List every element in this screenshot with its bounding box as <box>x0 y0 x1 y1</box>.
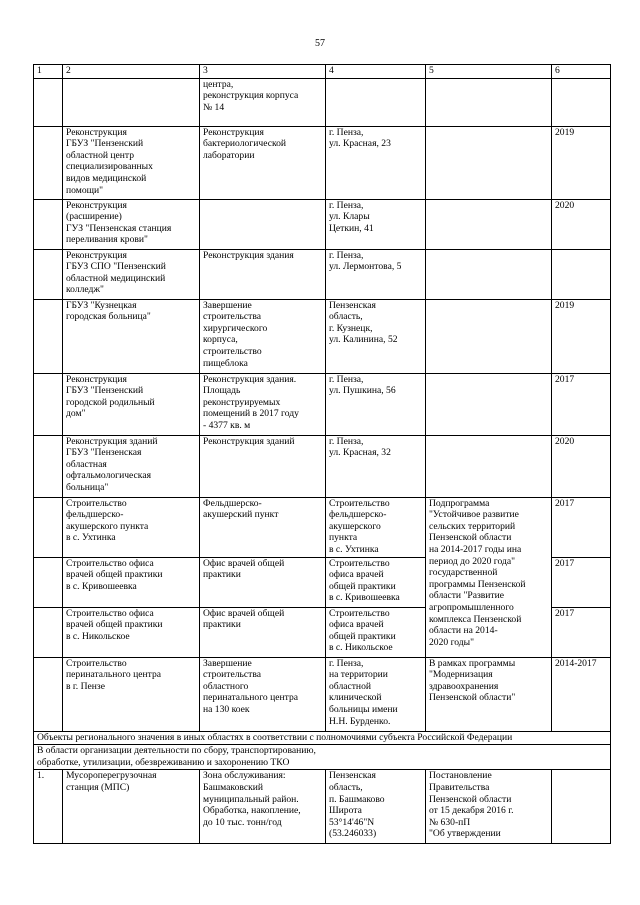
column-number: 2 <box>63 65 200 79</box>
cell-num <box>34 78 63 126</box>
table-row <box>34 249 611 299</box>
cell-num <box>34 657 63 731</box>
section-row <box>34 731 611 745</box>
cell-location: Строительство офиса врачей общей практики в с. Никольское <box>326 607 426 657</box>
cell-description: центра, реконструкция корпуса № 14 <box>200 78 326 126</box>
cell-description: Завершение строительства хирургического корпуса, строительство пищеблока <box>200 299 326 373</box>
cell-note <box>426 126 552 199</box>
section-heading: Объекты регионального значения в иных областях в соответствии с полномочиями субъекта Российской Федерации <box>34 731 611 745</box>
cell-program-note: Подпрограмма "Устойчивое развитие сельских территорий Пензенской области на 2014-2017 годы ина период до 2020 года" государственной программы Пензенской области "Развитие агропромышленного комплекса Пензенской области на 2014- 2020 годы" <box>426 497 552 657</box>
cell-object-name: ГБУЗ "Кузнецкая городская больница" <box>63 299 200 373</box>
cell-location: Строительство фельдшерско- акушерского пункта в с. Ухтинка <box>326 497 426 557</box>
cell-num <box>34 249 63 299</box>
cell-note <box>426 249 552 299</box>
cell-location: г. Пенза, ул. Красная, 23 <box>326 126 426 199</box>
cell-object-name: Реконструкция (расширение) ГУЗ "Пензенская станция переливания крови" <box>63 199 200 249</box>
column-number-row <box>34 65 611 79</box>
cell-location: г. Пенза, ул. Клары Цеткин, 41 <box>326 199 426 249</box>
cell-description <box>200 199 326 249</box>
cell-year <box>552 78 611 126</box>
cell-description: Офис врачей общей практики <box>200 607 326 657</box>
cell-year: 2020 <box>552 435 611 497</box>
cell-num <box>34 299 63 373</box>
cell-year: 2019 <box>552 126 611 199</box>
cell-description: Офис врачей общей практики <box>200 557 326 607</box>
column-number: 4 <box>326 65 426 79</box>
cell-num <box>34 373 63 435</box>
table-row <box>34 497 611 557</box>
cell-location: Пензенская область, п. Башмаково Широта 53°14'46"N (53.246033) <box>326 770 426 844</box>
cell-object-name: Реконструкция зданий ГБУЗ "Пензенская областная офтальмологическая больница" <box>63 435 200 497</box>
cell-note <box>426 373 552 435</box>
cell-location: Пензенская область, г. Кузнецк, ул. Калинина, 52 <box>326 299 426 373</box>
cell-location: г. Пенза, ул. Красная, 32 <box>326 435 426 497</box>
cell-location: г. Пенза, ул. Пушкина, 56 <box>326 373 426 435</box>
cell-location <box>326 78 426 126</box>
cell-object-name: Реконструкция ГБУЗ СПО "Пензенский областной медицинский колледж" <box>63 249 200 299</box>
cell-num <box>34 557 63 607</box>
cell-note <box>426 435 552 497</box>
cell-year: 2017 <box>552 497 611 557</box>
cell-num <box>34 607 63 657</box>
cell-note: Постановление Правительства Пензенской области от 15 декабря 2016 г. № 630-пП "Об утверждении <box>426 770 552 844</box>
objects-table <box>33 64 611 844</box>
cell-description: Реконструкция здания. Площадь реконструируемых помещений в 2017 году - 4377 кв. м <box>200 373 326 435</box>
cell-description: Реконструкция бактериологической лаборатории <box>200 126 326 199</box>
cell-object-name: Мусороперегрузочная станция (МПС) <box>63 770 200 844</box>
cell-location: г. Пенза, ул. Лермонтова, 5 <box>326 249 426 299</box>
cell-num <box>34 435 63 497</box>
table-row <box>34 126 611 199</box>
cell-note <box>426 78 552 126</box>
section-row <box>34 745 611 770</box>
cell-note: В рамках программы "Модернизация здравоохранения Пензенской области" <box>426 657 552 731</box>
cell-year: 2017 <box>552 373 611 435</box>
cell-object-name: Строительство перинатального центра в г. Пензе <box>63 657 200 731</box>
table-row <box>34 199 611 249</box>
page-number: 57 <box>315 38 325 49</box>
table-row <box>34 435 611 497</box>
cell-num <box>34 126 63 199</box>
cell-location: г. Пенза, на территории областной клинической больницы имени Н.Н. Бурденко. <box>326 657 426 731</box>
cell-description: Зона обслуживания: Башмаковский муниципальный район. Обработка, накопление, до 10 тыс. тонн/год <box>200 770 326 844</box>
table-row <box>34 770 611 844</box>
cell-num <box>34 497 63 557</box>
cell-year <box>552 770 611 844</box>
table-row <box>34 299 611 373</box>
column-number: 5 <box>426 65 552 79</box>
cell-location: Строительство офиса врачей общей практики в с. Кривошеевка <box>326 557 426 607</box>
table-row <box>34 657 611 731</box>
cell-year: 2019 <box>552 299 611 373</box>
cell-year: 2014-2017 <box>552 657 611 731</box>
column-number: 6 <box>552 65 611 79</box>
cell-year: 2020 <box>552 199 611 249</box>
cell-object-name: Реконструкция ГБУЗ "Пензенский областной центр специализированных видов медицинской помощи" <box>63 126 200 199</box>
cell-year: 2017 <box>552 557 611 607</box>
column-number: 1 <box>34 65 63 79</box>
cell-note <box>426 199 552 249</box>
cell-description: Завершение строительства областного перинатального центра на 130 коек <box>200 657 326 731</box>
cell-description: Фельдшерско- акушерский пункт <box>200 497 326 557</box>
table-row <box>34 78 611 126</box>
cell-object-name: Строительство фельдшерско- акушерского пункта в с. Ухтинка <box>63 497 200 557</box>
cell-note <box>426 299 552 373</box>
section-heading: В области организации деятельности по сбору, транспортированию, обработке, утилизации, обезвреживанию и захоронению ТКО <box>34 745 611 770</box>
cell-description: Реконструкция зданий <box>200 435 326 497</box>
cell-year: 2017 <box>552 607 611 657</box>
cell-description: Реконструкция здания <box>200 249 326 299</box>
table-row <box>34 373 611 435</box>
cell-num <box>34 199 63 249</box>
column-number: 3 <box>200 65 326 79</box>
cell-object-name: Строительство офиса врачей общей практики в с. Никольское <box>63 607 200 657</box>
cell-object-name: Реконструкция ГБУЗ "Пензенский городской родильный дом" <box>63 373 200 435</box>
cell-year <box>552 249 611 299</box>
cell-num: 1. <box>34 770 63 844</box>
cell-object-name <box>63 78 200 126</box>
cell-object-name: Строительство офиса врачей общей практики в с. Кривошеевка <box>63 557 200 607</box>
